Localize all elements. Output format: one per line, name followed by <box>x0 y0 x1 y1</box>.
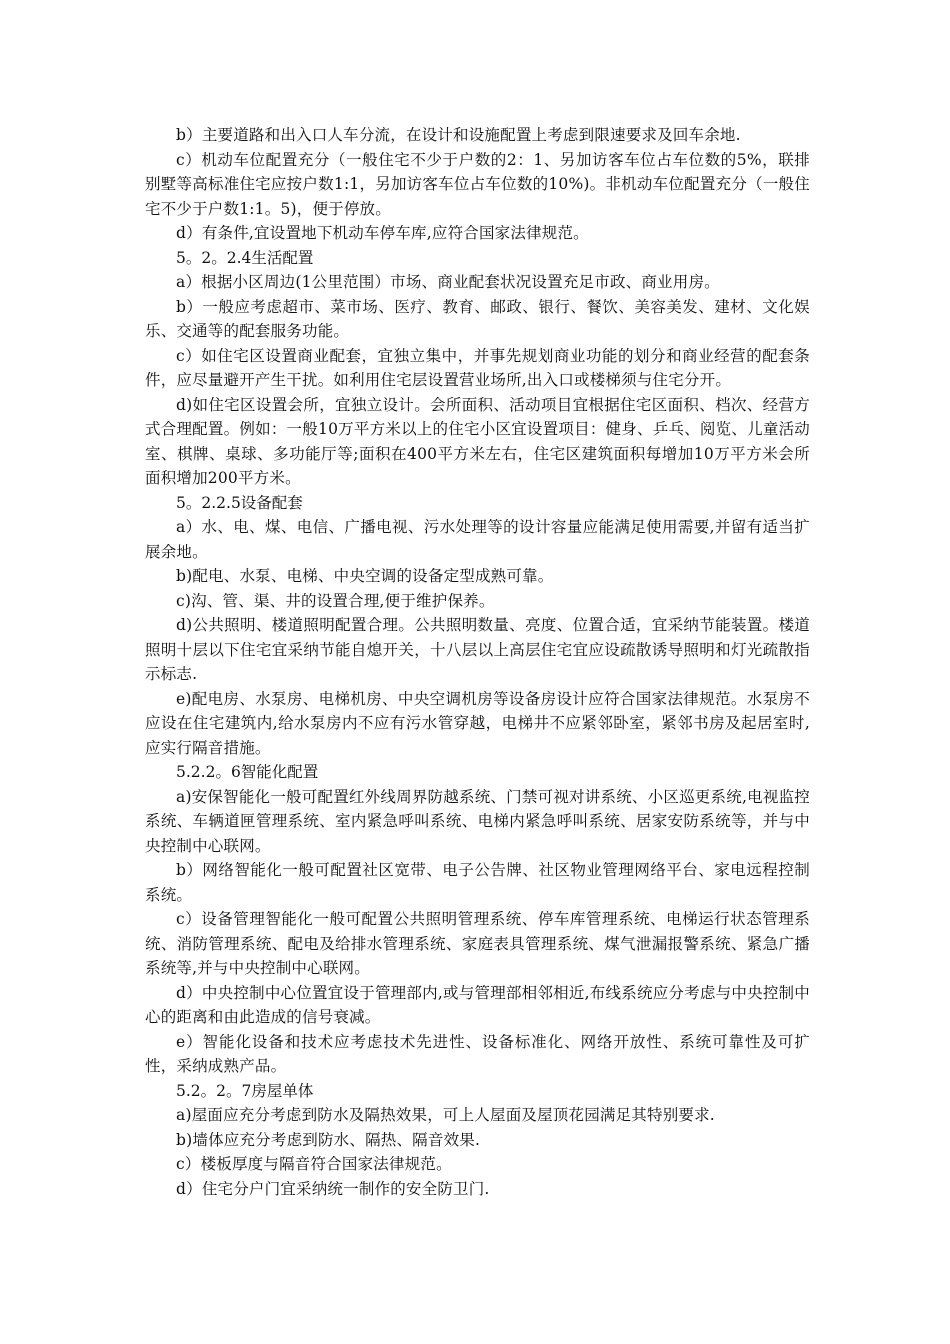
paragraph: c）设备管理智能化一般可配置公共照明管理系统、停车库管理系统、电梯运行状态管理系统、消防管理系统、配电及给排水管理系统、家庭表具管理系统、煤气泄漏报警系统、紧急广播系统等,并与中央控制中心联网。 <box>145 910 810 977</box>
section-heading: 5。2。2.4生活配置 <box>176 248 314 267</box>
paragraph: c)沟、管、渠、井的设置合理,便于维护保养。 <box>176 591 495 610</box>
paragraph: c）如住宅区设置商业配套，宜独立集中，并事先规划商业功能的划分和商业经营的配套条件，应尽量避开产生干扰。如利用住宅层设置营业场所,出入口或楼梯须与住宅分开。 <box>145 346 810 389</box>
paragraph: b）主要道路和出入口人车分流，在设计和设施配置上考虑到限速要求及回车余地. <box>176 126 741 144</box>
paragraph: b）一般应考虑超市、菜市场、医疗、教育、邮政、银行、餐饮、美容美发、建材、文化娱乐、交通等的配套服务功能。 <box>145 297 810 340</box>
paragraph: d)公共照明、楼道照明配置合理。公共照明数量、亮度、位置合适，宜采纳节能装置。楼道照明十层以下住宅宜采纳节能自熄开关，十八层以上高层住宅宜应设疏散诱导照明和灯光疏散指示标志. <box>145 616 810 683</box>
paragraph: e)配电房、水泵房、电梯机房、中央空调机房等设备房设计应符合国家法律规范。水泵房不应设在住宅建筑内,给水泵房内不应有污水管穿越，电梯井不应紧邻卧室，紧邻书房及起居室时,应实行隔音措施。 <box>145 689 810 757</box>
section-heading: 5。2.2.5设备配套 <box>176 493 303 512</box>
paragraph: d)如住宅区设置会所，宜独立设计。会所面积、活动项目宜根据住宅区面积、档次、经营方式合理配置。例如：一般10万平方米以上的住宅小区宜设置项目：健身、乒乓、阅览、儿童活动室、棋牌、桌球、多功能厅等;面积在400平方米左右，住宅区建筑面积每增加10万平方米会所面积增加200平方米。 <box>145 395 810 487</box>
section-heading: 5.2.2。6智能化配置 <box>176 763 319 781</box>
paragraph: b)配电、水泵、电梯、中央空调的设备定型成熟可靠。 <box>176 567 554 585</box>
paragraph: b)墙体应充分考虑到防水、隔热、隔音效果. <box>176 1130 481 1149</box>
paragraph: d）住宅分户门宜采纳统一制作的安全防卫门. <box>176 1179 490 1198</box>
paragraph: e）智能化设备和技术应考虑技术先进性、设备标准化、网络开放性、系统可靠性及可扩性，采纳成熟产品。 <box>145 1032 810 1075</box>
paragraph: a)安保智能化一般可配置红外线周界防越系统、门禁可视对讲系统、小区巡更系统,电视监控系统、车辆道匣管理系统、室内紧急呼叫系统、电梯内紧急呼叫系统、居家安防系统等，并与中央控制中心联网。 <box>145 787 810 855</box>
paragraph: a)屋面应充分考虑到防水及隔热效果，可上人屋面及屋顶花园满足其特别要求. <box>176 1106 715 1124</box>
paragraph: d）有条件,宜设置地下机动车停车库,应符合国家法律规范。 <box>176 224 589 242</box>
paragraph: b）网络智能化一般可配置社区宽带、电子公告牌、社区物业管理网络平台、家电远程控制系统。 <box>145 861 810 904</box>
section-heading: 5.2。2。7房屋单体 <box>176 1081 314 1100</box>
paragraph: a）根据小区周边(1公里范围）市场、商业配套状况设置充足市政、商业用房。 <box>176 273 720 291</box>
document-body <box>145 123 810 1201</box>
paragraph: a）水、电、煤、电信、广播电视、污水处理等的设计容量应能满足使用需要,并留有适当扩展余地。 <box>145 518 810 561</box>
paragraph: d）中央控制中心位置宜设于管理部内,或与管理部相邻相近,布线系统应分考虑与中央控制中心的距离和由此造成的信号衰减。 <box>145 983 810 1026</box>
paragraph: c）楼板厚度与隔音符合国家法律规范。 <box>176 1155 452 1173</box>
paragraph: c）机动车位配置充分（一般住宅不少于户数的2：1、另加访客车位占车位数的5%，联排别墅等高标准住宅应按户数1:1，另加访客车位占车位数的10%)。非机动车位配置充分（一般住宅不少于户数1:1。5)，便于停放。 <box>145 150 810 218</box>
